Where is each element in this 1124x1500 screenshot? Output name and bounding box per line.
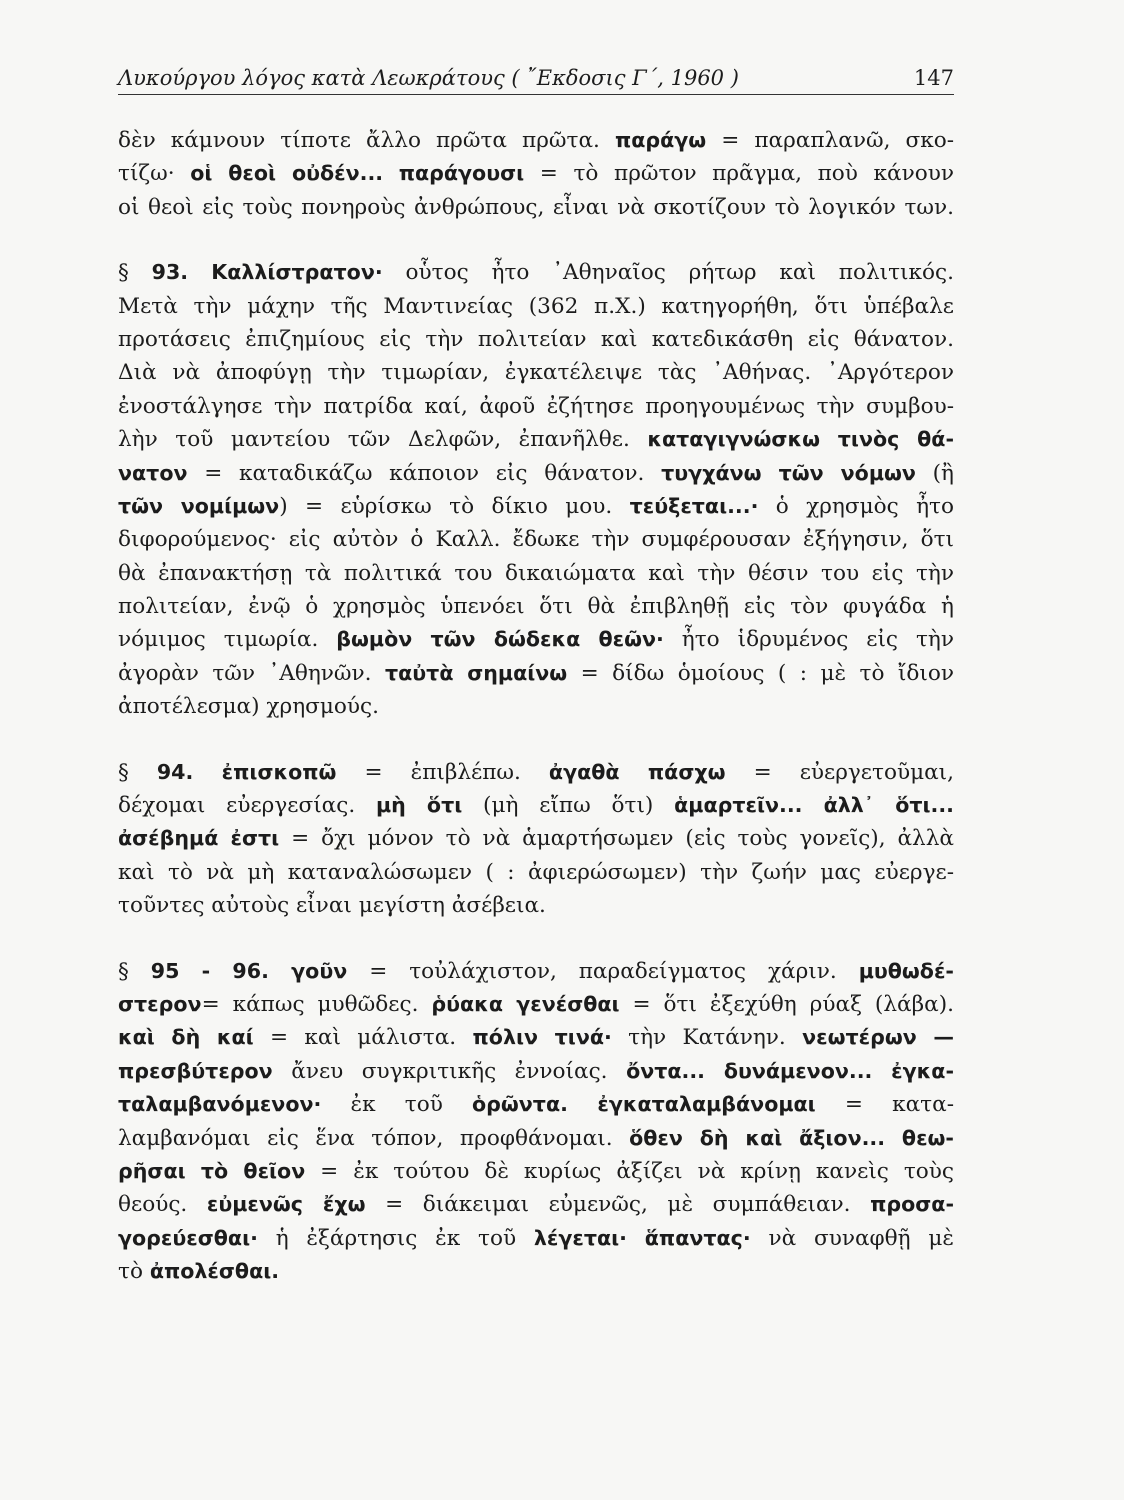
gloss-text: = καὶ μάλιστα. bbox=[253, 1025, 473, 1051]
lemma-term: ὄντα... δυνάμενον... ἐγκα- bbox=[626, 1058, 954, 1083]
gloss-text: τοῦντες αὐτοὺς εἶναι μεγίστη ἀσέβεια. bbox=[118, 893, 546, 919]
gloss-text: ἀποτέλεσμα) χρησμούς. bbox=[118, 694, 380, 720]
lemma-term: μυθωδέ- bbox=[858, 958, 954, 983]
lemma-term: 95 - 96. γοῦν bbox=[150, 958, 348, 983]
lemma-term: νεωτέρων — bbox=[802, 1025, 954, 1050]
lemma-term: πρεσβύτερον bbox=[118, 1058, 273, 1083]
gloss-text: (μὴ εἴπω ὅτι) bbox=[462, 793, 675, 819]
gloss-text: νὰ συναφθῇ μὲ bbox=[750, 1225, 954, 1251]
lemma-term: ὁρῶντα. ἐγκαταλαμβάνομαι bbox=[471, 1092, 816, 1117]
gloss-text: (ἢ bbox=[915, 460, 954, 486]
lemma-term: 93. Καλλίστρατον· bbox=[151, 260, 383, 285]
lemma-term: οἱ θεοὶ οὐδέν... bbox=[190, 161, 384, 186]
text-line bbox=[118, 1188, 954, 1221]
gloss-text: οὗτος ἦτο ᾿Αθηναῖος ρήτωρ καὶ πολιτικός. bbox=[382, 260, 954, 286]
lemma-term: ταὐτὰ σημαίνω bbox=[384, 660, 568, 685]
gloss-text: ὁ χρησμὸς ἦτο bbox=[758, 493, 954, 519]
gloss-text: τὸ bbox=[118, 1259, 150, 1285]
text-line bbox=[118, 323, 954, 356]
text-line bbox=[118, 191, 954, 224]
lemma-term: ἅπαντας· bbox=[644, 1225, 751, 1250]
text-line bbox=[118, 889, 954, 922]
running-header bbox=[118, 60, 954, 100]
gloss-text: § bbox=[118, 260, 152, 286]
text-line bbox=[118, 856, 954, 889]
lemma-term: ἀσέβημά ἐστι bbox=[118, 826, 280, 851]
gloss-text: δέχομαι εὐεργεσίας. bbox=[118, 793, 376, 819]
gloss-text: θὰ ἐπανακτήσῃ τὰ πολιτικά του δικαιώματα καὶ τὴν θέσιν του εἰς τὴν bbox=[118, 560, 954, 586]
lemma-term: παράγουσι bbox=[398, 161, 525, 186]
lemma-term: ῥύακα γενέσθαι bbox=[431, 991, 620, 1016]
gloss-text: οἱ θεοὶ εἰς τοὺς πονηροὺς ἀνθρώπους, εἶναι νὰ σκοτίζουν τὸ λογικόν των. bbox=[118, 194, 954, 220]
lemma-term: γορεύεσθαι· bbox=[118, 1225, 258, 1250]
text-line bbox=[118, 256, 954, 289]
lemma-term: ταλαμβανόμενον· bbox=[118, 1092, 322, 1117]
gloss-text: § bbox=[118, 958, 151, 984]
lemma-term: καὶ δὴ καί bbox=[118, 1025, 254, 1050]
gloss-text: = ἐπιβλέπω. bbox=[336, 759, 549, 785]
text-line bbox=[118, 423, 954, 456]
text-line bbox=[118, 457, 954, 490]
gloss-text: θεούς. bbox=[118, 1192, 207, 1218]
text-line bbox=[118, 623, 954, 656]
lemma-term: παράγω bbox=[614, 128, 707, 152]
text-line bbox=[118, 124, 954, 157]
gloss-text: νόμιμος τιμωρία. bbox=[118, 627, 337, 653]
gloss-text: Διὰ νὰ ἀποφύγῃ τὴν τιμωρίαν, ἐγκατέλειψε τὰς ᾿Αθήνας. ᾿Αργότερον bbox=[118, 360, 954, 386]
gloss-text: δὲν κάμνουν τίποτε ἄλλο πρῶτα πρῶτα. bbox=[118, 128, 615, 153]
lemma-term: τεύξεται...· bbox=[629, 493, 759, 518]
lemma-term: καταγιγνώσκω τινὸς θά- bbox=[647, 427, 954, 452]
text-line bbox=[118, 1088, 954, 1121]
page-number: 147 bbox=[913, 66, 954, 90]
lemma-term: νατον bbox=[118, 460, 188, 485]
gloss-text bbox=[383, 161, 399, 186]
lemma-term: ρῆσαι τὸ θεῖον bbox=[118, 1158, 306, 1183]
lemma-term: στερον bbox=[118, 991, 202, 1016]
gloss-text: = καταδικάζω κάποιον εἰς θάνατον. bbox=[187, 460, 662, 486]
gloss-text: καὶ τὸ νὰ μὴ καταναλώσωμεν ( : ἀφιερώσωμεν) τὴν ζωήν μας εὐεργε- bbox=[118, 859, 954, 885]
gloss-text: πολιτείαν, ἐνῷ ὁ χρησμὸς ὑπενόει ὅτι θὰ ἐπιβληθῇ εἰς τὸν φυγάδα ἡ bbox=[118, 594, 954, 620]
text-line bbox=[118, 356, 954, 389]
gloss-text: = κατα- bbox=[815, 1092, 954, 1118]
gloss-text: ἀγορὰν τῶν ᾿Αθηνῶν. bbox=[118, 660, 385, 686]
lemma-term: 94. ἐπισκοπῶ bbox=[156, 759, 337, 784]
gloss-text bbox=[627, 1226, 645, 1251]
gloss-text: = κάπως μυθῶδες. bbox=[201, 991, 432, 1017]
text-line bbox=[118, 657, 954, 690]
gloss-text: προτάσεις ἐπιζημίους εἰς τὴν πολιτείαν καὶ κατεδικάσθη εἰς θάνατον. bbox=[118, 326, 954, 352]
lemma-term: εὐμενῶς ἔχω bbox=[206, 1192, 366, 1217]
gloss-text: λὴν τοῦ μαντείου τῶν Δελφῶν, ἐπανῆλθε. bbox=[118, 427, 648, 453]
header-rule bbox=[118, 94, 954, 95]
gloss-text: ἐκ τοῦ bbox=[321, 1092, 472, 1118]
lemma-term: βωμὸν τῶν δώδεκα θεῶν· bbox=[336, 627, 664, 652]
gloss-text: ἦτο ἱδρυμένος εἰς τὴν bbox=[663, 627, 954, 653]
text-line bbox=[118, 523, 954, 556]
gloss-text: = δίδω ὁμοίους ( : μὲ τὸ ἴδιον bbox=[567, 660, 954, 686]
gloss-text: ) = εὑρίσκω τὸ δίκιο μου. bbox=[279, 493, 630, 519]
text-line bbox=[118, 1021, 954, 1054]
gloss-text: τίζω· bbox=[118, 161, 191, 187]
lemma-term: τῶν νομίμων bbox=[118, 493, 280, 518]
lemma-term: προσα- bbox=[870, 1192, 954, 1217]
lemma-term: πόλιν τινά· bbox=[472, 1025, 612, 1050]
text-line bbox=[118, 789, 954, 822]
text-line bbox=[118, 1155, 954, 1188]
text-line bbox=[118, 490, 954, 523]
gloss-text: § bbox=[118, 759, 157, 785]
text-line bbox=[118, 1055, 954, 1088]
text-line bbox=[118, 756, 954, 789]
gloss-text: ἡ ἐξάρτησις ἐκ τοῦ bbox=[257, 1225, 534, 1251]
lemma-term: λέγεται· bbox=[533, 1225, 627, 1250]
gloss-text: = ἐκ τούτου δὲ κυρίως ἀξίζει νὰ κρίνῃ κανεὶς τοὺς bbox=[305, 1158, 954, 1184]
text-line bbox=[118, 157, 954, 190]
gloss-text: τὴν Κατάνην. bbox=[611, 1025, 803, 1051]
text-line bbox=[118, 988, 954, 1021]
commentary-text bbox=[118, 124, 954, 1289]
gloss-text: διφορούμενος· εἰς αὐτὸν ὁ Καλλ. ἔδωκε τὴν συμφέρουσαν ἐξήγησιν, ὅτι bbox=[118, 527, 954, 553]
gloss-text: = παραπλανῶ, σκο- bbox=[706, 128, 954, 153]
text-line bbox=[118, 557, 954, 590]
gloss-text: Μετὰ τὴν μάχην τῆς Μαντινείας (362 π.Χ.) κατηγορήθη, ὅτι ὑπέβαλε bbox=[118, 293, 954, 319]
text-line bbox=[118, 1122, 954, 1155]
text-line bbox=[118, 390, 954, 423]
gloss-text: = εὐεργετοῦμαι, bbox=[725, 759, 954, 785]
gloss-text: ἄνευ συγκριτικῆς ἐννοίας. bbox=[272, 1058, 627, 1084]
gloss-text: = ὄχι μόνον τὸ νὰ ἁμαρτήσωμεν (εἰς τοὺς γονεῖς), ἀλλὰ bbox=[279, 826, 954, 852]
paragraph-gap bbox=[118, 923, 954, 955]
gloss-text: ἐνοστάλγησε τὴν πατρίδα καί, ἀφοῦ ἐζήτησε προηγουμένως τὴν συμβου- bbox=[118, 393, 954, 419]
gloss-text: = ὅτι ἐξεχύθη ρύαξ (λάβα). bbox=[619, 991, 954, 1017]
gloss-text: λαμβανόμαι εἰς ἕνα τόπον, προφθάνομαι. bbox=[118, 1125, 630, 1151]
header-title: Λυκούργου λόγος κατὰ Λεωκράτους ( ῎Εκδοσις Γ΄, 1960 ) bbox=[118, 66, 739, 90]
paragraph-gap bbox=[118, 224, 954, 256]
lemma-term: ἀγαθὰ πάσχω bbox=[548, 759, 726, 784]
lemma-term: ὅθεν δὴ καὶ ἄξιον... θεω- bbox=[629, 1125, 954, 1150]
gloss-text: = διάκειμαι εὐμενῶς, μὲ συμπάθειαν. bbox=[365, 1192, 871, 1218]
text-line bbox=[118, 955, 954, 988]
lemma-term: ἁμαρτεῖν... ἀλλ᾿ ὅτι... bbox=[674, 793, 954, 818]
paragraph-gap bbox=[118, 724, 954, 756]
text-line bbox=[118, 1255, 954, 1288]
text-line bbox=[118, 690, 954, 723]
lemma-term: ἀπολέσθαι. bbox=[149, 1259, 280, 1284]
text-line bbox=[118, 290, 954, 323]
text-line bbox=[118, 822, 954, 855]
lemma-term: τυγχάνω τῶν νόμων bbox=[661, 460, 916, 485]
text-line bbox=[118, 590, 954, 623]
gloss-text: = τὸ πρῶτον πρᾶγμα, ποὺ κάνουν bbox=[524, 161, 954, 187]
gloss-text: = τοὐλάχιστον, παραδείγματος χάριν. bbox=[347, 958, 859, 984]
lemma-term: μὴ ὅτι bbox=[376, 793, 463, 818]
text-line bbox=[118, 1222, 954, 1255]
